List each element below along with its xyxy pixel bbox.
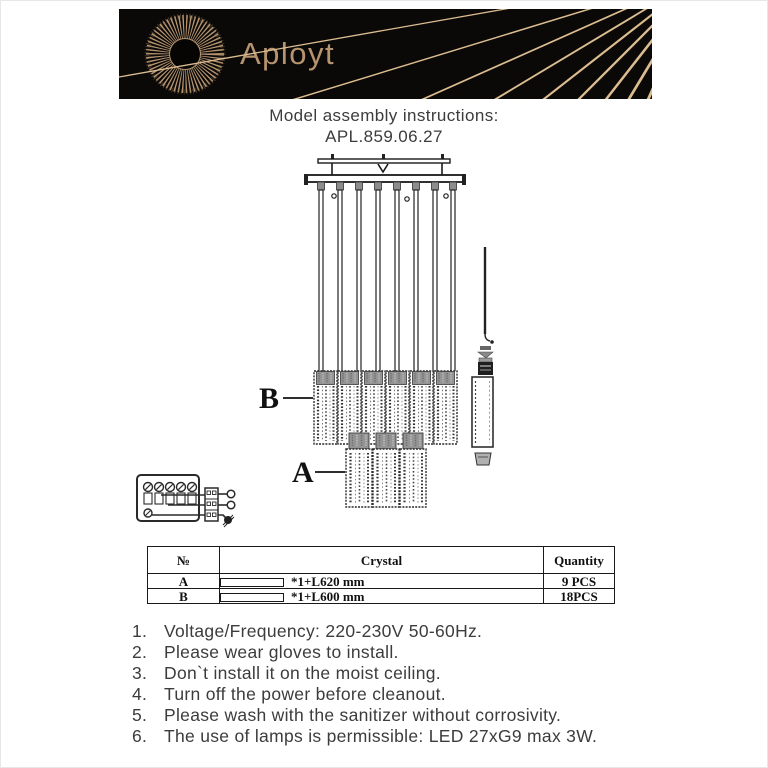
crystal-bar-glyph (220, 593, 284, 602)
list-item (132, 663, 652, 684)
instruction-number: 2. (132, 642, 148, 662)
table-row (148, 589, 615, 604)
title-block (1, 105, 767, 147)
label-a (292, 456, 345, 489)
crystal-bar-glyph (220, 578, 284, 587)
table-header-row (148, 547, 615, 574)
instruction-number: 4. (132, 684, 148, 704)
label-a-text: A (292, 456, 314, 489)
instruction-text: Turn off the power before cleanout. (164, 684, 446, 704)
instruction-number: 3. (132, 663, 148, 683)
suspension-rods (318, 182, 457, 372)
canopy-plate (304, 174, 466, 185)
brand-name: Aployt (240, 36, 336, 71)
instruction-text: Voltage/Frequency: 220-230V 50-60Hz. (164, 621, 483, 641)
row-a-no: A (148, 574, 220, 589)
row-b-quantity: 18PCS (544, 589, 615, 604)
instruction-text: Please wear gloves to install. (164, 642, 399, 662)
label-b-text: B (259, 382, 280, 415)
column-header-quantity: Quantity (544, 547, 615, 574)
wiring-diagram (137, 475, 235, 527)
banner-rays-decoration (119, 9, 652, 99)
list-item (132, 684, 652, 705)
column-header-no: № (148, 547, 220, 574)
instruction-number: 5. (132, 705, 148, 725)
list-item (132, 621, 652, 642)
row-a-crystal (220, 574, 544, 589)
label-b (259, 382, 313, 415)
list-item (132, 642, 652, 663)
column-header-crystal: Crystal (220, 547, 544, 574)
crystal-row-a (346, 433, 426, 507)
list-item (132, 726, 652, 747)
list-item (132, 705, 652, 726)
row-b-crystal-text: *1+L600 mm (291, 588, 365, 604)
instruction-number: 1. (132, 621, 148, 641)
page-title: Model assembly instructions: (269, 106, 499, 125)
row-a-crystal-text: *1+L620 mm (291, 573, 365, 589)
lamp-detail-drawing (472, 247, 494, 465)
row-a-quantity: 9 PCS (544, 574, 615, 589)
assembly-diagram (111, 149, 661, 541)
parts-table (147, 546, 615, 604)
instructions-list (132, 621, 652, 747)
instruction-number: 6. (132, 726, 148, 746)
chandelier-drawing (259, 154, 466, 507)
instruction-text: Don`t install it on the moist ceiling. (164, 663, 441, 683)
instruction-text: Please wash with the sanitizer without corrosivity. (164, 705, 562, 725)
ceiling-bar (318, 154, 450, 176)
model-number: APL.859.06.27 (325, 127, 443, 146)
row-b-crystal (220, 589, 544, 604)
table-row (148, 574, 615, 589)
row-b-no: B (148, 589, 220, 604)
instruction-text: The use of lamps is permissible: LED 27xG9 max 3W. (164, 726, 598, 746)
brand-banner (119, 9, 652, 99)
